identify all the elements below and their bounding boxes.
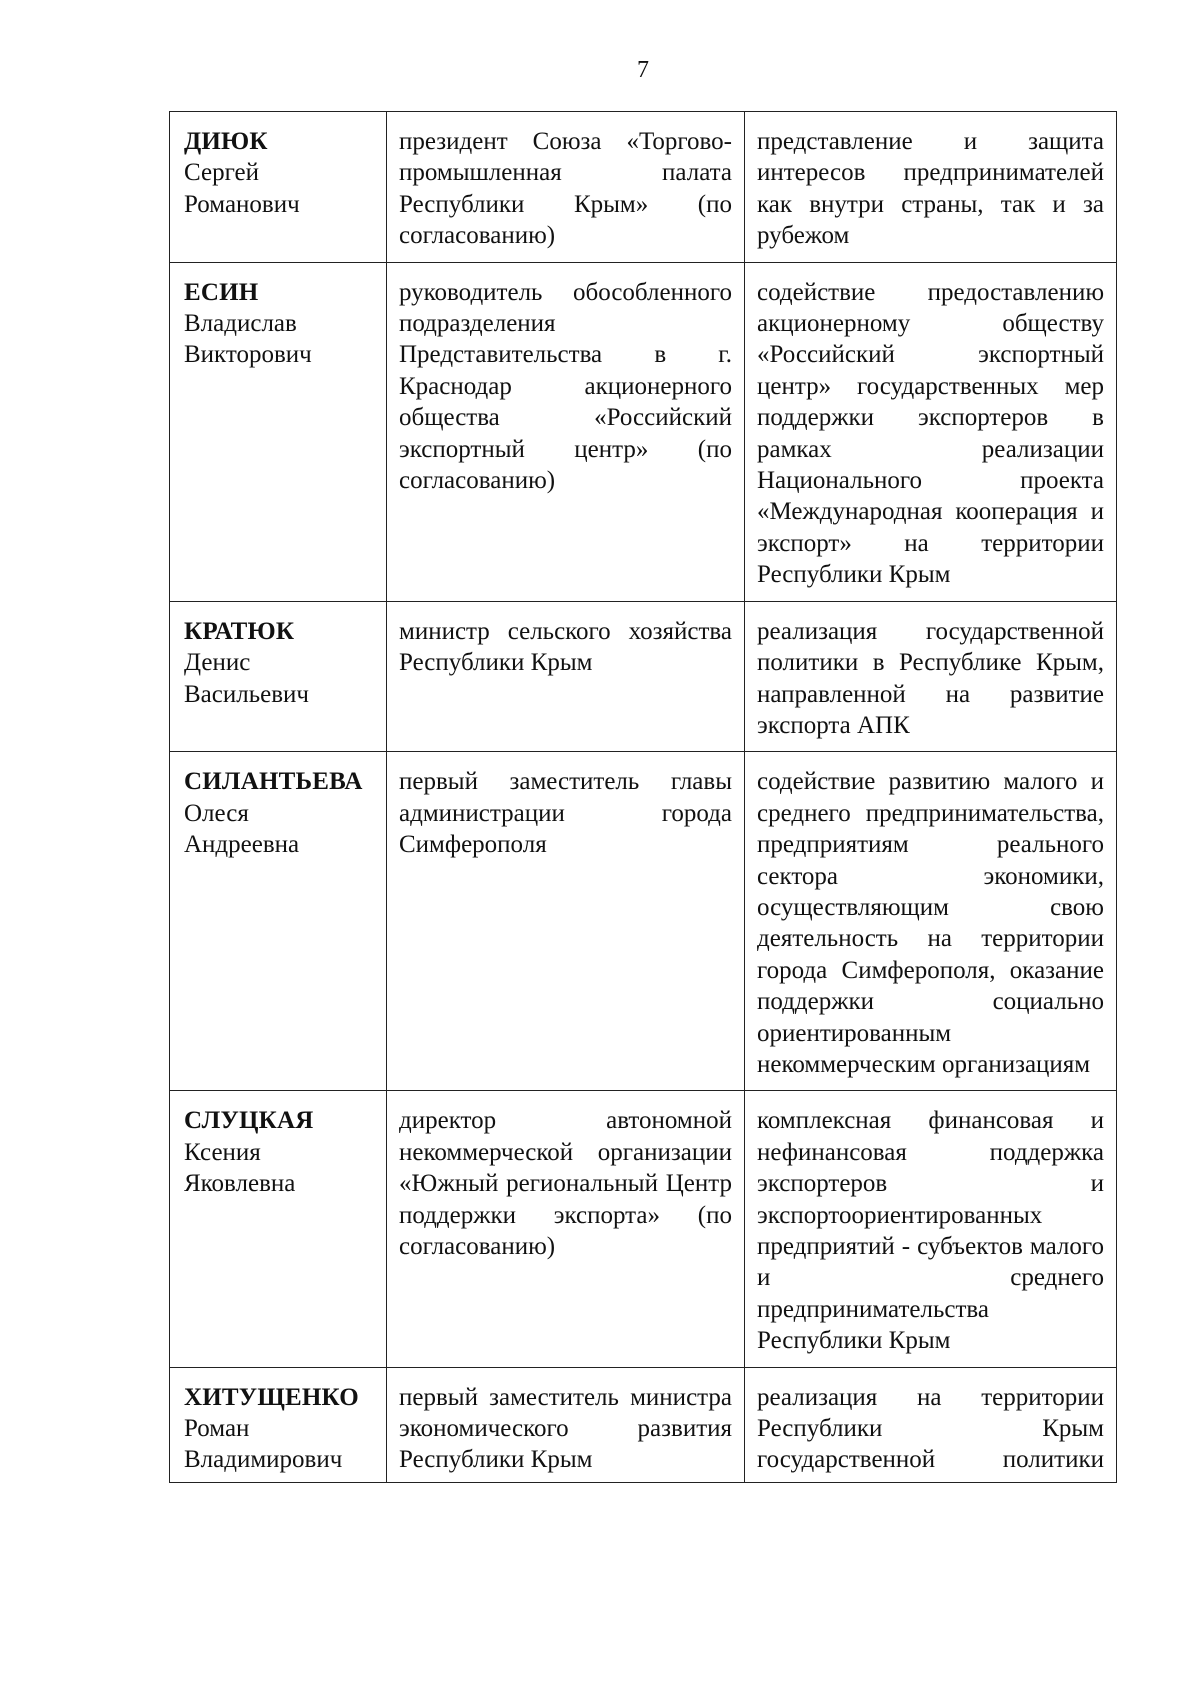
table-row (170, 601, 1117, 752)
member-patronymic: Романович (184, 190, 300, 218)
member-responsibility-cell (745, 1091, 1117, 1367)
member-responsibility: содействие развитию малого и среднего предпринимательства, предприятиям реального сектора экономики, осуществляющим свою деятельность на территории города Симферополя, оказание поддержки социально ориентированным некоммерческим организациям (757, 768, 1104, 1078)
member-position: президент Союза «Торгово-промышленная палата Республики Крым» (по согласованию) (399, 128, 732, 250)
table-row (170, 262, 1117, 601)
members-table (169, 111, 1117, 1483)
member-name-cell (170, 1367, 387, 1482)
member-responsibility-cell (745, 752, 1117, 1091)
member-responsibility: представление и защита интересов предпринимателей как внутри страны, так и за рубежом (757, 128, 1104, 250)
member-patronymic: Андреевна (184, 831, 300, 859)
member-patronymic: Владимирович (184, 1446, 343, 1474)
table-row (170, 1367, 1117, 1482)
page-number: 7 (637, 57, 649, 83)
member-position-cell (387, 262, 745, 601)
member-position-cell (387, 752, 745, 1091)
member-position-cell (387, 1367, 745, 1482)
member-responsibility: реализация на территории Республики Крым государственной политики (757, 1383, 1104, 1474)
member-position-cell (387, 112, 745, 263)
member-surname: СИЛАНТЬЕВА (184, 768, 363, 796)
member-surname: СЛУЦКАЯ (184, 1107, 314, 1135)
member-position-cell (387, 1091, 745, 1367)
member-surname: ХИТУЩЕНКО (184, 1383, 359, 1411)
member-name-cell (170, 1091, 387, 1367)
member-responsibility: реализация государственной политики в Республике Крым, направленной на развитие экспорта АПК (757, 617, 1104, 739)
table-row (170, 1091, 1117, 1367)
member-first-name: Сергей (184, 159, 259, 187)
table-row (170, 112, 1117, 263)
member-position: министр сельского хозяйства Республики Крым (399, 617, 732, 677)
member-first-name: Олеся (184, 799, 249, 827)
member-patronymic: Яковлевна (184, 1170, 296, 1198)
member-responsibility-cell (745, 112, 1117, 263)
member-first-name: Роман (184, 1415, 250, 1443)
member-position: первый заместитель министра экономического развития Республики Крым (399, 1383, 732, 1474)
member-position: первый заместитель главы администрации города Симферополя (399, 768, 732, 859)
member-patronymic: Васильевич (184, 680, 309, 708)
table-row (170, 752, 1117, 1091)
member-first-name: Владислав (184, 310, 297, 338)
member-first-name: Денис (184, 649, 251, 677)
member-patronymic: Викторович (184, 341, 312, 369)
member-name-cell (170, 601, 387, 752)
member-position: директор автономной некоммерческой организации «Южный региональный Центр поддержки экспорта» (по согласованию) (399, 1107, 732, 1260)
member-surname: КРАТЮК (184, 617, 295, 645)
member-responsibility: комплексная финансовая и нефинансовая поддержка экспортеров и экспортоориентированных предприятий - субъектов малого и среднего предпринимательства Республики Крым (757, 1107, 1104, 1355)
member-surname: ЕСИН (184, 278, 259, 306)
member-responsibility: содействие предоставлению акционерному обществу «Российский экспортный центр» государственных мер поддержки экспортеров в рамках реализации Национального проекта «Международная кооперация и экспорт» на территории Республики Крым (757, 278, 1104, 589)
member-responsibility-cell (745, 601, 1117, 752)
member-position: руководитель обособленного подразделения Представительства в г. Краснодар акционерного общества «Российский экспортный центр» (по согласованию) (399, 278, 732, 495)
member-position-cell (387, 601, 745, 752)
member-first-name: Ксения (184, 1138, 261, 1166)
member-responsibility-cell (745, 262, 1117, 601)
member-name-cell (170, 112, 387, 263)
member-responsibility-cell (745, 1367, 1117, 1482)
member-surname: ДИЮК (184, 128, 268, 155)
member-name-cell (170, 752, 387, 1091)
member-name-cell (170, 262, 387, 601)
